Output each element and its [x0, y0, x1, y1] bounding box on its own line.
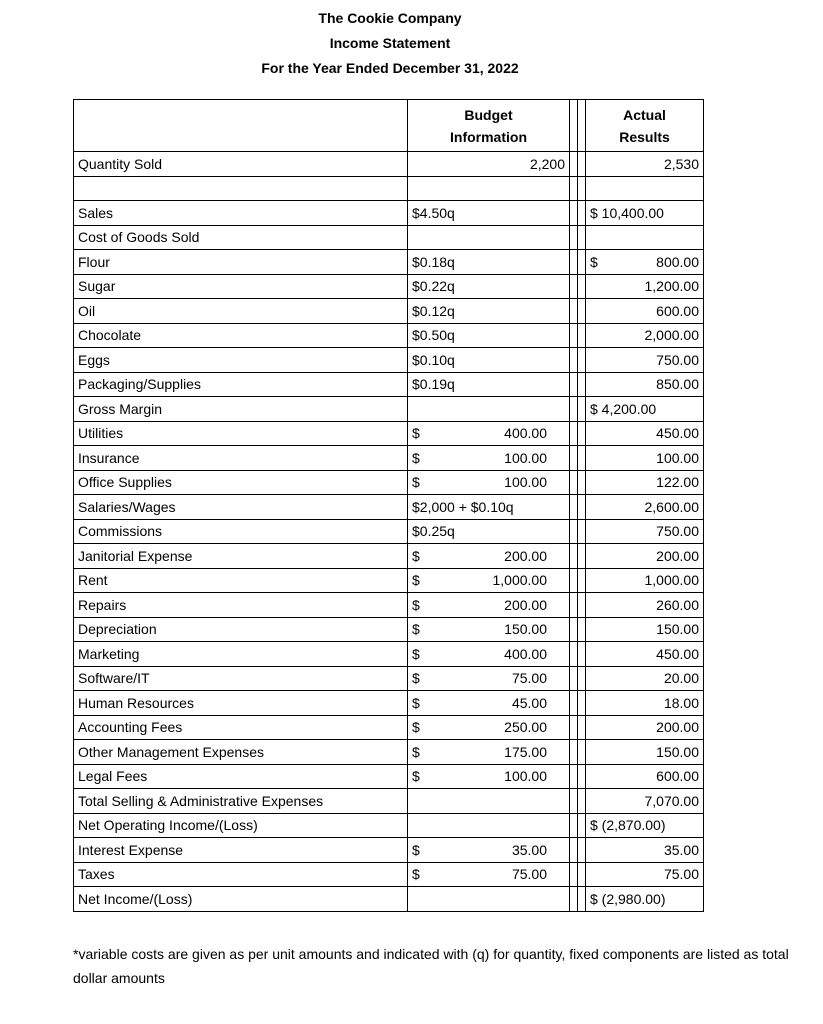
statement-row	[74, 666, 704, 691]
gap-cell	[570, 250, 578, 275]
gap-cell	[570, 887, 578, 912]
gap-cell	[578, 519, 586, 544]
budget-amount: 150.00	[504, 621, 547, 638]
budget-currency-symbol: $	[412, 719, 420, 736]
gap-cell	[578, 813, 586, 838]
actual-column-header	[586, 100, 704, 152]
budget-cell	[408, 397, 570, 422]
row-label: Software/IT	[74, 666, 408, 691]
gap-cell	[578, 887, 586, 912]
row-label: Eggs	[74, 348, 408, 373]
budget-cell: $2,000 + $0.10q	[408, 495, 570, 520]
gap-cell	[578, 838, 586, 863]
row-label: Office Supplies	[74, 470, 408, 495]
actual-cell: 18.00	[586, 691, 704, 716]
row-label: Oil	[74, 299, 408, 324]
gap-cell	[578, 274, 586, 299]
actual-amount: 800.00	[656, 253, 699, 270]
statement-row	[74, 372, 704, 397]
budget-amount: 200.00	[504, 596, 547, 613]
budget-cell	[408, 666, 570, 691]
statement-row	[74, 446, 704, 471]
gap-cell	[570, 838, 578, 863]
gap-cell	[570, 152, 578, 177]
budget-currency-symbol: $	[412, 743, 420, 760]
row-label: Cost of Goods Sold	[74, 225, 408, 250]
actual-cell: 2,000.00	[586, 323, 704, 348]
actual-header-line1: Actual	[623, 106, 666, 123]
statement-row	[74, 593, 704, 618]
statement-row	[74, 813, 704, 838]
gap-cell	[578, 372, 586, 397]
budget-currency-symbol: $	[412, 670, 420, 687]
row-label: Salaries/Wages	[74, 495, 408, 520]
row-label: Accounting Fees	[74, 715, 408, 740]
statement-row	[74, 470, 704, 495]
spacer-cell	[408, 176, 570, 201]
budget-currency-symbol: $	[412, 474, 420, 491]
row-label: Other Management Expenses	[74, 740, 408, 765]
gap-cell	[578, 666, 586, 691]
gap-cell	[578, 397, 586, 422]
budget-cell	[408, 715, 570, 740]
budget-cell	[408, 813, 570, 838]
row-label: Insurance	[74, 446, 408, 471]
budget-cell: $4.50q	[408, 201, 570, 226]
statement-row	[74, 691, 704, 716]
actual-cell: 750.00	[586, 519, 704, 544]
statement-row	[74, 764, 704, 789]
budget-cell	[408, 225, 570, 250]
actual-cell: $ (2,980.00)	[586, 887, 704, 912]
budget-amount: 75.00	[511, 866, 547, 883]
budget-cell	[408, 568, 570, 593]
gap-cell	[570, 372, 578, 397]
gap-cell	[578, 495, 586, 520]
statement-row	[74, 519, 704, 544]
actual-cell: 20.00	[586, 666, 704, 691]
budget-cell	[408, 642, 570, 667]
gap-cell	[578, 691, 586, 716]
statement-row	[74, 568, 704, 593]
gap-cell	[570, 862, 578, 887]
statement-row	[74, 544, 704, 569]
statement-row	[74, 201, 704, 226]
statement-row	[74, 397, 704, 422]
gap-cell	[570, 225, 578, 250]
actual-cell: 200.00	[586, 715, 704, 740]
row-label: Net Income/(Loss)	[74, 887, 408, 912]
gap-cell	[578, 250, 586, 275]
budget-cell: $0.12q	[408, 299, 570, 324]
statement-row	[74, 323, 704, 348]
actual-header-line2: Results	[619, 128, 670, 145]
quantity-budget: 2,200	[408, 152, 570, 177]
gap-cell	[578, 299, 586, 324]
gap-cell	[570, 397, 578, 422]
row-label: Marketing	[74, 642, 408, 667]
income-statement-table	[73, 99, 704, 912]
statement-row	[74, 862, 704, 887]
actual-cell: 2,600.00	[586, 495, 704, 520]
gap-cell	[570, 495, 578, 520]
gap-cell	[570, 299, 578, 324]
budget-cell: $0.22q	[408, 274, 570, 299]
budget-cell	[408, 740, 570, 765]
gap-cell	[570, 421, 578, 446]
gap-cell	[578, 617, 586, 642]
budget-currency-symbol: $	[412, 547, 420, 564]
gap-cell	[570, 593, 578, 618]
budget-amount: 200.00	[504, 547, 547, 564]
gap-cell	[570, 740, 578, 765]
budget-cell: $0.18q	[408, 250, 570, 275]
gap-cell	[570, 789, 578, 814]
statement-row	[74, 789, 704, 814]
budget-cell: $0.19q	[408, 372, 570, 397]
statement-row	[74, 348, 704, 373]
statement-row	[74, 715, 704, 740]
company-name: The Cookie Company	[318, 10, 462, 26]
row-label: Interest Expense	[74, 838, 408, 863]
gap-cell	[570, 544, 578, 569]
row-label: Commissions	[74, 519, 408, 544]
spacer-cell	[586, 176, 704, 201]
gap-cell	[570, 446, 578, 471]
gap-cell	[570, 813, 578, 838]
actual-cell: 850.00	[586, 372, 704, 397]
statement-row	[74, 421, 704, 446]
actual-cell: 450.00	[586, 421, 704, 446]
gap-cell	[570, 715, 578, 740]
gap-cell	[578, 152, 586, 177]
budget-currency-symbol: $	[412, 449, 420, 466]
gap-cell	[578, 764, 586, 789]
gap-cell	[578, 642, 586, 667]
gap-cell	[578, 348, 586, 373]
budget-cell	[408, 691, 570, 716]
statement-period: For the Year Ended December 31, 2022	[261, 60, 519, 76]
budget-cell	[408, 887, 570, 912]
row-label: Janitorial Expense	[74, 544, 408, 569]
gap-cell	[570, 201, 578, 226]
actual-cell: 150.00	[586, 617, 704, 642]
row-label: Total Selling & Administrative Expenses	[74, 789, 408, 814]
row-label: Gross Margin	[74, 397, 408, 422]
statement-row	[74, 617, 704, 642]
gap-cell	[570, 176, 578, 201]
budget-cell	[408, 838, 570, 863]
quantity-actual: 2,530	[586, 152, 704, 177]
row-label: Sugar	[74, 274, 408, 299]
gap-cell	[578, 201, 586, 226]
actual-cell: 450.00	[586, 642, 704, 667]
statement-title: Income Statement	[329, 35, 451, 51]
budget-currency-symbol: $	[412, 694, 420, 711]
actual-cell: 600.00	[586, 764, 704, 789]
actual-cell: 750.00	[586, 348, 704, 373]
actual-cell: 100.00	[586, 446, 704, 471]
gap-cell	[570, 691, 578, 716]
gap-cell	[578, 323, 586, 348]
actual-cell: 75.00	[586, 862, 704, 887]
gap-cell	[570, 100, 578, 152]
budget-amount: 400.00	[504, 425, 547, 442]
budget-currency-symbol: $	[412, 768, 420, 785]
budget-cell	[408, 544, 570, 569]
budget-amount: 175.00	[504, 743, 547, 760]
statement-row	[74, 495, 704, 520]
actual-cell	[586, 225, 704, 250]
header-label-cell	[74, 100, 408, 152]
statement-row	[74, 887, 704, 912]
budget-currency-symbol: $	[412, 645, 420, 662]
budget-amount: 35.00	[511, 841, 547, 858]
gap-cell	[570, 764, 578, 789]
gap-cell	[578, 593, 586, 618]
gap-cell	[570, 666, 578, 691]
gap-cell	[570, 568, 578, 593]
row-label: Taxes	[74, 862, 408, 887]
row-label: Flour	[74, 250, 408, 275]
statement-row	[74, 740, 704, 765]
budget-header-line1: Budget	[464, 106, 513, 123]
budget-cell	[408, 593, 570, 618]
actual-cell: 1,200.00	[586, 274, 704, 299]
footnote: *variable costs are given as per unit amounts and indicated with (q) for quantity, fixed components are listed as total dollar amounts	[73, 946, 789, 986]
gap-cell	[570, 348, 578, 373]
actual-cell: 35.00	[586, 838, 704, 863]
gap-cell	[578, 544, 586, 569]
statement-row	[74, 299, 704, 324]
actual-cell: 150.00	[586, 740, 704, 765]
budget-header-line2: Information	[450, 128, 527, 145]
statement-row	[74, 274, 704, 299]
row-label: Depreciation	[74, 617, 408, 642]
budget-currency-symbol: $	[412, 621, 420, 638]
budget-cell	[408, 764, 570, 789]
statement-row	[74, 838, 704, 863]
budget-cell	[408, 617, 570, 642]
budget-cell	[408, 446, 570, 471]
gap-cell	[578, 225, 586, 250]
gap-cell	[570, 519, 578, 544]
spacer-cell	[74, 176, 408, 201]
row-label: Human Resources	[74, 691, 408, 716]
row-label: Rent	[74, 568, 408, 593]
actual-cell: 122.00	[586, 470, 704, 495]
budget-amount: 100.00	[504, 449, 547, 466]
gap-cell	[578, 446, 586, 471]
row-label: Chocolate	[74, 323, 408, 348]
budget-column-header	[408, 100, 570, 152]
budget-cell: $0.50q	[408, 323, 570, 348]
gap-cell	[570, 470, 578, 495]
spacer-row	[74, 176, 704, 201]
budget-cell: $0.10q	[408, 348, 570, 373]
row-label: Net Operating Income/(Loss)	[74, 813, 408, 838]
row-label: Utilities	[74, 421, 408, 446]
actual-cell: $ 4,200.00	[586, 397, 704, 422]
budget-amount: 45.00	[511, 694, 547, 711]
gap-cell	[570, 617, 578, 642]
budget-amount: 100.00	[504, 768, 547, 785]
statement-row	[74, 225, 704, 250]
actual-cell: 600.00	[586, 299, 704, 324]
budget-cell	[408, 421, 570, 446]
budget-amount: 100.00	[504, 474, 547, 491]
budget-cell	[408, 862, 570, 887]
quantity-label: Quantity Sold	[74, 152, 408, 177]
actual-cell: 7,070.00	[586, 789, 704, 814]
budget-amount: 250.00	[504, 719, 547, 736]
quantity-row	[74, 152, 704, 177]
budget-currency-symbol: $	[412, 841, 420, 858]
budget-currency-symbol: $	[412, 572, 420, 589]
actual-cell: $ 10,400.00	[586, 201, 704, 226]
gap-cell	[578, 176, 586, 201]
statement-row	[74, 250, 704, 275]
gap-cell	[570, 323, 578, 348]
budget-currency-symbol: $	[412, 866, 420, 883]
gap-cell	[578, 568, 586, 593]
actual-cell	[586, 250, 704, 275]
actual-cell: 1,000.00	[586, 568, 704, 593]
budget-amount: 400.00	[504, 645, 547, 662]
actual-cell: 200.00	[586, 544, 704, 569]
budget-currency-symbol: $	[412, 596, 420, 613]
gap-cell	[578, 789, 586, 814]
gap-cell	[578, 100, 586, 152]
budget-cell: $0.25q	[408, 519, 570, 544]
gap-cell	[570, 642, 578, 667]
row-label: Repairs	[74, 593, 408, 618]
gap-cell	[578, 862, 586, 887]
budget-amount: 75.00	[511, 670, 547, 687]
gap-cell	[578, 715, 586, 740]
actual-currency-symbol: $	[590, 253, 598, 270]
budget-cell	[408, 470, 570, 495]
budget-cell	[408, 789, 570, 814]
gap-cell	[570, 274, 578, 299]
row-label: Sales	[74, 201, 408, 226]
budget-amount: 1,000.00	[492, 572, 547, 589]
row-label: Packaging/Supplies	[74, 372, 408, 397]
actual-cell: 260.00	[586, 593, 704, 618]
gap-cell	[578, 421, 586, 446]
budget-currency-symbol: $	[412, 425, 420, 442]
gap-cell	[578, 740, 586, 765]
row-label: Legal Fees	[74, 764, 408, 789]
column-header-row	[74, 100, 704, 152]
actual-cell: $ (2,870.00)	[586, 813, 704, 838]
gap-cell	[578, 470, 586, 495]
statement-row	[74, 642, 704, 667]
